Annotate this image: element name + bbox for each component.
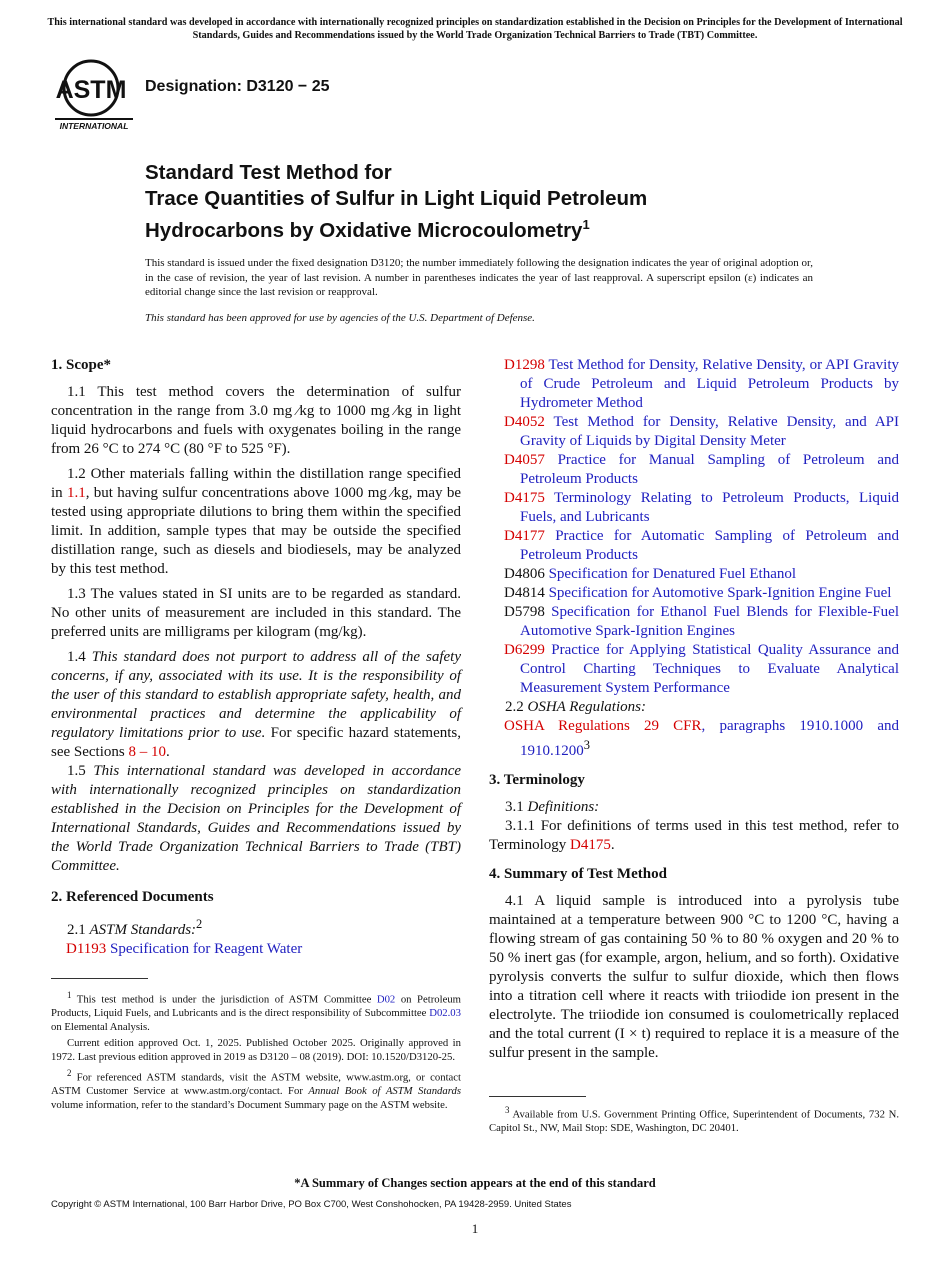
- reference-title[interactable]: Practice for Manual Sampling of Petroleum and Petroleum Products: [520, 452, 899, 487]
- astm-logo-text: ASTM: [55, 76, 127, 104]
- reference-title[interactable]: Terminology Relating to Petroleum Products, Liquid Fuels, and Lubricants: [520, 490, 899, 525]
- footnote-separator-right: [489, 1096, 586, 1097]
- para-3-1: [489, 798, 899, 817]
- para-1-2-text-b: , but having sulfur concentrations above 1000 mg ⁄kg, may be tested using appropriate dilutions to bring them within the specified limit. In addition, sample types that may be outside the specified distillation range, such as diesels and biodiesels, may be analyzed by this test method.: [51, 485, 461, 577]
- footnote-1-text-c: on Elemental Analysis.: [51, 1020, 150, 1033]
- terminology-heading: 3. Terminology: [489, 772, 585, 788]
- designation: Designation: D3120 − 25: [145, 78, 330, 95]
- sections-8-10-link[interactable]: 8 – 10: [128, 744, 166, 760]
- subcommittee-d02-03-link[interactable]: D02.03: [429, 1007, 461, 1020]
- para-2-2-num: 2.2: [505, 699, 528, 715]
- reference-title[interactable]: Specification for Denatured Fuel Ethanol: [548, 566, 797, 582]
- footnote-3-mark: 3: [505, 1105, 510, 1115]
- para-4-1: 4.1 A liquid sample is introduced into a pyrolysis tube maintained at a temperature between 900 °C to 1200 °C, having a flowing stream of gas containing 50 % to 80 % oxygen and 20 % to 50 % inert gas (for example, argon, helium, and so forth). Oxidative pyrolysis converts the sulfur to sulfur dioxide, which then flows into a titration cell where it reacts with triiodide ion present in the electrolyte. The triiodide ion consumed is coulometrically replaced and the total current (I × t) required to replace it is a measure of the sulfur present in the sample.: [489, 893, 899, 1061]
- footnote-1-text-a: This test method is under the jurisdiction of ASTM Committee: [71, 993, 377, 1006]
- title-footnote-mark: 1: [582, 217, 590, 232]
- reference-d1193[interactable]: [51, 940, 461, 959]
- para-1-2: [51, 465, 461, 579]
- reference-code[interactable]: D1298: [504, 357, 545, 373]
- page-number: 1: [471, 1221, 479, 1236]
- reference-code[interactable]: D4814: [504, 585, 545, 601]
- para-3-1-1: [489, 817, 899, 855]
- title-line-1: Standard Test Method for: [145, 161, 392, 184]
- reference-code[interactable]: D4806: [504, 566, 545, 582]
- para-3-1-1-end: .: [610, 837, 615, 853]
- reference-osha[interactable]: [489, 717, 899, 761]
- para-1-1: 1.1 This test method covers the determination of sulfur concentration in the range from 3.0 mg ⁄kg to 1000 mg ⁄kg in light liquid hydrocarbons and fuels with oxygenates boiling in the range from 26 °C to 274 °C (80 °F to 525 °F).: [51, 384, 461, 457]
- para-2-2-italic: OSHA Regulations:: [527, 699, 646, 715]
- footnote-2-italic: Annual Book of ASTM Standards: [308, 1085, 462, 1098]
- footnote-2-text-b: volume information, refer to the standard’s Document Summary page on the ASTM website.: [51, 1098, 448, 1111]
- reference-title[interactable]: Specification for Automotive Spark-Ignition Engine Fuel: [548, 585, 892, 601]
- reference-d4175[interactable]: [489, 489, 899, 527]
- section-1-1-link[interactable]: 1.1: [66, 485, 86, 501]
- para-1-4-num: 1.4: [67, 649, 92, 665]
- reference-title[interactable]: Specification for Ethanol Fuel Blends for Flexible-Fuel Automotive Spark-Ignition Engines: [520, 604, 900, 639]
- footnote-3: [489, 1104, 899, 1139]
- d4175-link[interactable]: D4175: [570, 837, 611, 853]
- para-1-5-num: 1.5: [67, 763, 94, 779]
- scope-heading: 1. Scope*: [51, 357, 111, 373]
- astm-logo-subtext: INTERNATIONAL: [59, 121, 129, 131]
- reference-code[interactable]: D4177: [504, 528, 545, 544]
- footnote-2-mark: 2: [67, 1068, 72, 1079]
- footnote-1-mark: 1: [67, 990, 72, 1000]
- footnote-1-edition: Current edition approved Oct. 1, 2025. Published October 2025. Originally approved in 1972. Last previous edition approved in 2019 as D3120 – 08 (2019). DOI: 10.1520/D3120-25.: [51, 1037, 461, 1063]
- para-3-1-italic: Definitions:: [527, 799, 600, 815]
- right-column: [489, 356, 899, 1069]
- reference-d4177[interactable]: [489, 527, 899, 565]
- reference-code[interactable]: D1193: [66, 941, 107, 957]
- footnote-1-text-b: on Petroleum Products, Liquid Fuels, and Lubricants and is the direct responsibility of Subcommittee: [51, 993, 461, 1020]
- para-1-5: [51, 762, 461, 876]
- footnotes-left: [51, 989, 461, 1115]
- para-1-3: 1.3 The values stated in SI units are to be regarded as standard. No other units of measurement are included in this standard. The preferred units are milligrams per kilogram (mg/kg).: [51, 586, 461, 640]
- para-1-4-end: .: [165, 744, 170, 760]
- reference-code[interactable]: D4057: [504, 452, 545, 468]
- para-1-4: [51, 648, 461, 762]
- summary-heading: 4. Summary of Test Method: [489, 866, 667, 882]
- standardization-notice: This international standard was developed in accordance with internationally recognized principles on standardization established in the Decision on Principles for the Development of International Standards, Guides and Recommendations issued by the World Trade Organization Technical Barriers to Trade (TBT) Committee.: [47, 17, 903, 41]
- reference-d4814[interactable]: [489, 584, 899, 603]
- para-1-4-text: For specific hazard statements, see Sections: [51, 725, 461, 760]
- astm-logo: [53, 56, 135, 132]
- footnote-2-text-a: For referenced ASTM standards, visit the ASTM website, www.astm.org, or contact ASTM Customer Service at www.astm.org/contact. For: [51, 1071, 461, 1098]
- left-column: [51, 356, 461, 959]
- reference-code[interactable]: D5798: [504, 604, 545, 620]
- para-1-4-italic: This standard does not purport to address all of the safety concerns, if any, associated with its use. It is the responsibility of the user of this standard to establish appropriate safety, health, and environmental practices and determine the applicability of regulatory limitations prior to use.: [51, 649, 462, 741]
- osha-code[interactable]: OSHA Regulations 29 CFR: [504, 718, 702, 734]
- document-title: [145, 160, 865, 244]
- para-2-1-num: 2.1: [67, 922, 90, 938]
- para-1-2-text-a: 1.2 Other materials falling within the distillation range specified in: [51, 466, 461, 501]
- dod-approval-note: This standard has been approved for use by agencies of the U.S. Department of Defense.: [145, 312, 535, 324]
- reference-title[interactable]: Practice for Applying Statistical Quality Assurance and Control Charting Techniques to Evaluate Analytical Measurement System Performance: [520, 642, 899, 696]
- para-2-1-italic: ASTM Standards:: [89, 922, 197, 938]
- reference-d4052[interactable]: [489, 413, 899, 451]
- issuance-statement: This standard is issued under the fixed designation D3120; the number immediately following the designation indicates the year of original adoption or, in the case of revision, the year of last revision. A number in parentheses indicates the year of last reapproval. A superscript epsilon (ε) indicates an editorial change since the last revision or reapproval.: [145, 257, 813, 298]
- reference-title[interactable]: Practice for Automatic Sampling of Petroleum and Petroleum Products: [520, 528, 899, 563]
- footnote-1: [51, 989, 461, 1034]
- para-2-1-sup: 2: [196, 917, 203, 931]
- osha-sup: 3: [583, 738, 590, 752]
- para-1-5-italic: This international standard was developed in accordance with internationally recognized principles on standardization established in the Decision on Principles for the Development of International Standards, Guides and Recommendations issued by the World Trade Organization Technical Barriers to Trade (TBT) Committee.: [51, 763, 462, 874]
- astm-reference-list: [489, 356, 899, 698]
- footnote-3-text: Available from U.S. Government Printing Office, Superintendent of Documents, 732 N. Capitol St., NW, Mail Stop: SDE, Washington, DC 20401.: [489, 1108, 899, 1135]
- title-line-3: [145, 212, 865, 244]
- para-2-1: [51, 915, 461, 940]
- summary-of-changes-note: *A Summary of Changes section appears at the end of this standard: [294, 1176, 656, 1190]
- reference-title[interactable]: Test Method for Density, Relative Density, or API Gravity of Crude Petroleum and Liquid Petroleum Products by Hydrometer Method: [520, 357, 899, 411]
- reference-title[interactable]: Specification for Reagent Water: [110, 941, 303, 957]
- reference-d4057[interactable]: [489, 451, 899, 489]
- reference-code[interactable]: D4052: [504, 414, 545, 430]
- referenced-documents-heading: 2. Referenced Documents: [51, 889, 214, 905]
- reference-d5798[interactable]: [489, 603, 899, 641]
- reference-title[interactable]: Test Method for Density, Relative Density, and API Gravity of Liquids by Digital Density Meter: [520, 414, 899, 449]
- footnote-separator-left: [51, 978, 148, 979]
- para-3-1-1-text: 3.1.1 For definitions of terms used in this test method, refer to Terminology: [489, 818, 899, 853]
- title-line-3-text: Hydrocarbons by Oxidative Microcoulometry: [145, 218, 583, 242]
- para-3-1-num: 3.1: [505, 799, 528, 815]
- reference-d1298[interactable]: [489, 356, 899, 413]
- reference-d6299[interactable]: [489, 641, 899, 698]
- reference-d4806[interactable]: [489, 565, 899, 584]
- reference-code[interactable]: D6299: [504, 642, 545, 658]
- osha-text[interactable]: , paragraphs 1910.1000 and 1910.1200: [520, 718, 899, 759]
- committee-d02-link[interactable]: D02: [376, 993, 396, 1006]
- footnote-2: [51, 1067, 461, 1112]
- para-2-2: [489, 698, 899, 717]
- reference-code[interactable]: D4175: [504, 490, 545, 506]
- copyright-line: Copyright © ASTM International, 100 Barr Harbor Drive, PO Box C700, West Conshohocken, PA 19428-2959. United States: [51, 1199, 572, 1210]
- title-line-2: Trace Quantities of Sulfur in Light Liquid Petroleum: [145, 187, 648, 210]
